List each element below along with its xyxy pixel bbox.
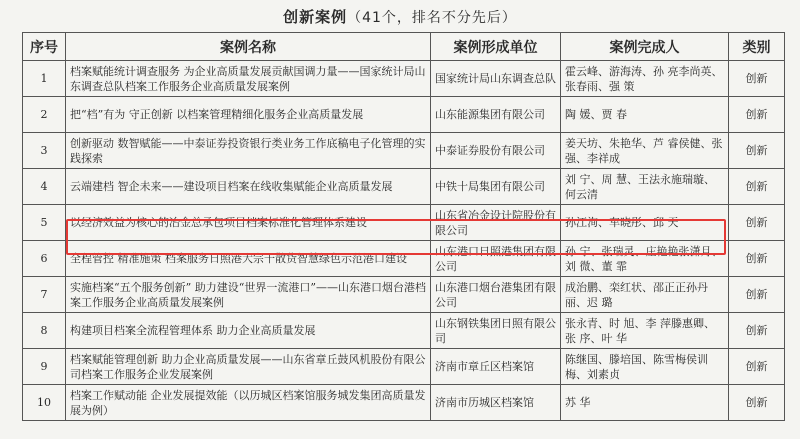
table-row: [23, 277, 785, 313]
table-row: [23, 205, 785, 241]
cell-category: 创新: [729, 169, 785, 205]
table-row: [23, 385, 785, 421]
cell-unit: 山东省冶金设计院股份有限公司: [431, 205, 561, 241]
cell-category: 创新: [729, 313, 785, 349]
cell-unit: 国家统计局山东调查总队: [431, 61, 561, 97]
page-title-main: 创新案例: [283, 8, 348, 26]
cell-num: 8: [23, 313, 66, 349]
cell-people: 陶 媛、贾 春: [561, 97, 729, 133]
cell-name: 档案赋能统计调查服务 为企业高质量发展贡献国调力量——国家统计局山东调查总队档案工作服务企业高质量发展案例: [66, 61, 431, 97]
cell-name: 把“档”有为 守正创新 以档案管理精细化服务企业高质量发展: [66, 97, 431, 133]
cell-category: 创新: [729, 385, 785, 421]
cell-name: 云端建档 智企未来——建设项目档案在线收集赋能企业高质量发展: [66, 169, 431, 205]
cell-num: 10: [23, 385, 66, 421]
cell-people: 苏 华: [561, 385, 729, 421]
cell-name: 创新驱动 数智赋能——中泰证券投资银行类业务工作底稿电子化管理的实践探索: [66, 133, 431, 169]
cell-num: 1: [23, 61, 66, 97]
cell-num: 3: [23, 133, 66, 169]
cell-people: 霍云峰、游海涛、孙 亮李尚英、张春雨、强 策: [561, 61, 729, 97]
cell-num: 5: [23, 205, 66, 241]
cell-people: 陈继国、滕培国、陈雪梅侯训梅、刘素贞: [561, 349, 729, 385]
cell-unit: 山东能源集团有限公司: [431, 97, 561, 133]
cell-name: 构建项目档案全流程管理体系 助力企业高质量发展: [66, 313, 431, 349]
cell-category: 创新: [729, 133, 785, 169]
cell-people: 孙江洵、车晓彤、邱 天: [561, 205, 729, 241]
cell-people: 张永青、时 旭、李 萍滕惠卿、张 序、叶 华: [561, 313, 729, 349]
cell-unit: 济南市章丘区档案馆: [431, 349, 561, 385]
cell-unit: 山东港口烟台港集团有限公司: [431, 277, 561, 313]
header-name: 案例名称: [66, 33, 431, 61]
table-row: [23, 241, 785, 277]
cell-category: 创新: [729, 205, 785, 241]
header-unit: 案例形成单位: [431, 33, 561, 61]
table-row: [23, 61, 785, 97]
cell-unit: 山东钢铁集团日照有限公司: [431, 313, 561, 349]
table-header-row: [23, 33, 785, 61]
cell-category: 创新: [729, 61, 785, 97]
header-num: 序号: [23, 33, 66, 61]
table-row: [23, 133, 785, 169]
cell-num: 2: [23, 97, 66, 133]
page-title: [0, 6, 800, 27]
cell-category: 创新: [729, 349, 785, 385]
cell-category: 创新: [729, 97, 785, 133]
cases-table: [22, 32, 785, 421]
cell-num: 7: [23, 277, 66, 313]
cell-num: 6: [23, 241, 66, 277]
page-subtitle: （41个，排名不分先后）: [347, 10, 517, 26]
header-category: 类别: [729, 33, 785, 61]
cell-people: 刘 宁、周 慧、王法永施瑞璇、何云清: [561, 169, 729, 205]
cell-name: 实施档案“五个服务创新” 助力建设“世界一流港口”——山东港口烟台港档案工作服务企业高质量发展案例: [66, 277, 431, 313]
cell-num: 9: [23, 349, 66, 385]
cell-unit: 山东港口日照港集团有限公司: [431, 241, 561, 277]
cell-people: 孙 宁、张瑞灵、庄艳艳张潇月、刘 微、董 霏: [561, 241, 729, 277]
header-people: 案例完成人: [561, 33, 729, 61]
cell-name: 以经济效益为核心的冶金总承包项目档案标准化管理体系建设: [66, 205, 431, 241]
cell-name: 档案赋能管理创新 助力企业高质量发展——山东省章丘鼓风机股份有限公司档案工作服务企业发展案例: [66, 349, 431, 385]
table-row: [23, 313, 785, 349]
cell-unit: 中泰证券股份有限公司: [431, 133, 561, 169]
cell-name: 全程管控 精准施策 档案服务日照港大宗干散货智慧绿色示范港口建设: [66, 241, 431, 277]
table-body: [23, 61, 785, 421]
cell-category: 创新: [729, 277, 785, 313]
cell-num: 4: [23, 169, 66, 205]
cell-people: 成治鹏、栾红状、邵正正孙丹丽、迟 璐: [561, 277, 729, 313]
cell-name: 档案工作赋动能 企业发展提效能（以历城区档案馆服务城发集团高质量发展为例）: [66, 385, 431, 421]
cell-category: 创新: [729, 241, 785, 277]
cell-unit: 济南市历城区档案馆: [431, 385, 561, 421]
cell-unit: 中铁十局集团有限公司: [431, 169, 561, 205]
table-row: [23, 97, 785, 133]
table-row: [23, 349, 785, 385]
cell-people: 姜天坊、朱艳华、芦 睿侯健、张 强、李祥成: [561, 133, 729, 169]
table-row: [23, 169, 785, 205]
